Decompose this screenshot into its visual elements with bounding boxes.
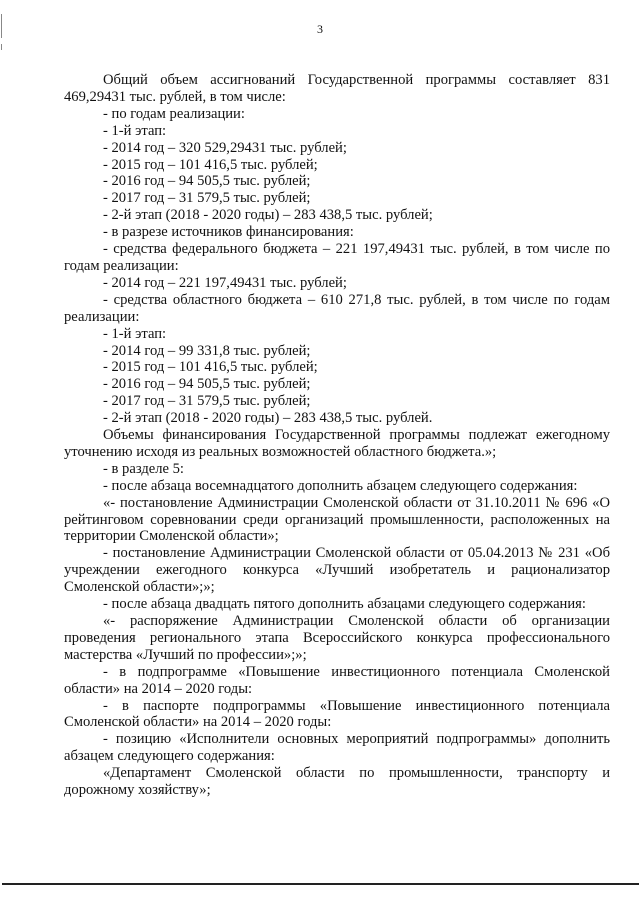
paragraph: - 2015 год – 101 416,5 тыс. рублей; [103,359,318,376]
bottom-rule [2,883,639,885]
paragraph: - 2015 год – 101 416,5 тыс. рублей; [103,156,318,173]
paragraph: - постановление Администрации Смоленской области от 05.04.2013 № 231 «Об учреждении ежегодного конкурса «Лучший изобретатель и рационализатор Смоленской области»;»; [64,545,610,596]
paragraph: Общий объем ассигнований Государственной программы составляет 831 469,29431 тыс. рублей, в том числе: [64,72,610,105]
paragraph: - по годам реализации: [103,105,245,122]
paragraph: - 2016 год – 94 505,5 тыс. рублей; [103,376,311,393]
paragraph: - в разделе 5: [103,460,184,477]
paragraph: Объемы финансирования Государственной программы подлежат ежегодному уточнению исходя из реальных возможностей областного бюджета.»; [64,427,610,460]
paragraph: - средства федерального бюджета – 221 197,49431 тыс. рублей, в том числе по годам реализации: [64,241,610,274]
paragraph: - 2014 год – 320 529,29431 тыс. рублей; [103,139,347,156]
paragraph: - 2017 год – 31 579,5 тыс. рублей; [103,393,311,410]
paragraph: «Департамент Смоленской области по промышленности, транспорту и дорожному хозяйству»; [64,765,610,799]
paragraph: - после абзаца двадцать пятого дополнить абзацами следующего содержания: [103,596,586,613]
paragraph: - позицию «Исполнители основных мероприятий подпрограммы» дополнить абзацем следующего содержания: [64,731,610,765]
paragraph: «- постановление Администрации Смоленской области от 31.10.2011 № 696 «О рейтинговом соревновании среди организаций промышленности, расположенных на территории Смоленской области»; [64,494,610,545]
document-body [64,72,610,799]
paragraph: - средства областного бюджета – 610 271,8 тыс. рублей, в том числе по годам реализации: [64,291,610,325]
paragraph: - 2-й этап (2018 - 2020 годы) – 283 438,5 тыс. рублей; [103,207,433,224]
paragraph: - в паспорте подпрограммы «Повышение инвестиционного потенциала Смоленской области» на 2014 – 2020 годы: [64,697,610,731]
paragraph: - 1-й этап: [103,122,167,139]
paragraph: - 2-й этап (2018 - 2020 годы) – 283 438,5 тыс. рублей. [103,410,433,427]
page-number: 3 [317,22,323,36]
paragraph: - после абзаца восемнадцатого дополнить абзацем следующего содержания: [103,477,578,494]
paragraph: - 2014 год – 99 331,8 тыс. рублей; [103,342,311,359]
paragraph: - в разрезе источников финансирования: [103,224,354,241]
paragraph: «- распоряжение Администрации Смоленской области об организации проведения регионального этапа Всероссийского конкурса профессионального мастерства «Лучший по профессии»;»; [64,613,610,663]
scan-edge-mark [1,44,2,50]
paragraph: - 1-й этап: [103,325,167,342]
paragraph: - 2016 год – 94 505,5 тыс. рублей; [103,173,311,190]
paragraph: - в подпрограмме «Повышение инвестиционного потенциала Смоленской области» на 2014 – 2020 годы: [64,663,610,697]
paragraph: - 2014 год – 221 197,49431 тыс. рублей; [103,274,347,291]
paragraph: - 2017 год – 31 579,5 тыс. рублей; [103,190,311,207]
